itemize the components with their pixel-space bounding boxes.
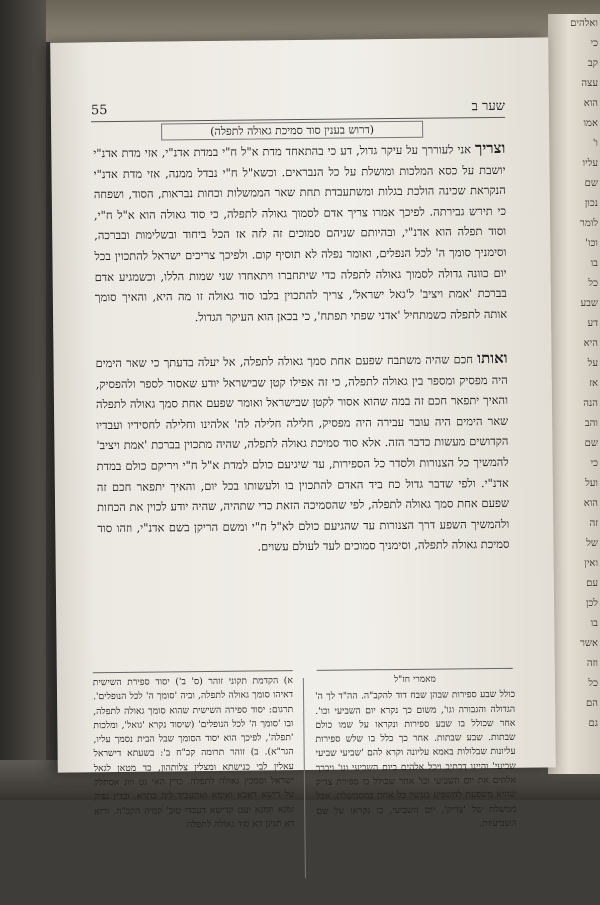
- paragraph-1-lead-word: וצריך: [474, 138, 506, 158]
- adjacent-book-line: הנה: [583, 398, 598, 409]
- paragraph-1-text: אני לעוררך על עיקר גדול, דע כי בהתאחד מדת א"ל ח"י במדת אדנ"י, אזי מדת אדנ"י יושבת על כסא המלכות ומושלת על כל הנבראים. וכשא"ל ח"י נבדל ממנה, אזי מדת אדנ"י הנקראת שכינה הולכת בגלות ומשתעבדת תחת שאר הממשלות וכחות נבראות, הסוד, ושפחה כי תירש גבירתה. לפיכך אמרו צריך אדם לסמוך גאולה לתפלה, כי סוד גאולה הוא א"ל ח"י, וסוד תפלה הוא אדנ"י, ובהיותם שניהם סמוכים זה לזה אז הכל ביחוד ובשלימות ובברכה, וסימניך סומך ה' לכל הנפלים, ואומר נפלה לא תוסיף קום. ולפיכך צריכים ישראל להתכוין בכל יום כוונה גדולה לסמוך גאולה לתפלה כדי שיתחברו ויתאחדו שני שמות הללו, וכשמגיע אדם בברכת 'אמת ויציב' ל'גאל ישראל', צריך להתכוין בלבו סוד גאולה זו מה היא, והאיך סומך אותה לתפלה כשמתחיל 'אדני שפתי תפתח', כי בכאן הוא העיקר הגדול.: [93, 142, 508, 324]
- adjacent-book-line: עצה: [581, 78, 598, 89]
- footnotes-right-column: [315, 672, 517, 884]
- footnotes-area: [93, 672, 517, 904]
- adjacent-book-line: שם: [584, 178, 598, 189]
- page-title: שער ב: [471, 98, 505, 115]
- adjacent-book-line: כי: [590, 38, 598, 49]
- paragraph-2-lead-word: ואותו: [477, 348, 508, 368]
- footnotes-right-text: כולל שבע ספירות שבהן שבח דוד להקב"ה. הה"ד לך ה' הגדולה והגבורה וגו', משום כך נקרא יום השביעי וכו'. אחר שכולל בו שבע ספירות ונקראו על שמו כולם שבתות. שבע שבתות. אחר כך כלל בו שלש ספירות עליונות שבלולות באמא עליונה וקרא להם 'שביעי שביעי שביעי' והיינו דכתיב ויכל אלהים ביום השביעי וגו' ויברך אלהים את יום השביעי וכו' אחר שכולל בו ספירת צדיק שהיא משפעת להשפיע בעשר כל אחת במסמשלת. אבל ממשלת של 'צדיק', יום השביעי, בו נקראו על שם השביעיות.: [314, 689, 517, 830]
- adjacent-book-line: היא: [583, 338, 598, 349]
- book-page: [50, 37, 556, 831]
- adjacent-book-line: אשר: [580, 638, 598, 649]
- adjacent-book-line: של: [586, 538, 598, 549]
- running-header: [91, 95, 505, 122]
- background-surface-left: [0, 0, 46, 800]
- adjacent-book-line: עם: [586, 578, 598, 589]
- adjacent-book-line: כי: [590, 458, 598, 469]
- section-subheading: (דרוש בענין סוד סמיכת גאולה לתפלה): [161, 121, 423, 141]
- footnotes-right-heading: מאמרי חז"ל: [393, 674, 436, 686]
- adjacent-book-line: ואין: [584, 558, 598, 569]
- adjacent-book-line: על: [587, 358, 598, 369]
- adjacent-book-line: אז: [589, 378, 598, 389]
- paragraph-2: [95, 348, 510, 652]
- adjacent-book-line: וכו': [585, 238, 598, 249]
- adjacent-book-line: שבע: [580, 298, 598, 309]
- adjacent-book-line: בו: [590, 618, 598, 629]
- adjacent-book-line: שם: [584, 438, 598, 449]
- footnote-separator-right: [317, 668, 513, 671]
- main-text-block: [93, 138, 510, 652]
- adjacent-book-line: אמו: [583, 118, 598, 129]
- adjacent-book-line: כל: [588, 278, 598, 289]
- adjacent-book-edge: [548, 14, 600, 774]
- footnote-separator-left: [93, 670, 293, 673]
- adjacent-book-line: לומר: [579, 218, 598, 229]
- adjacent-book-line: זה: [589, 518, 598, 529]
- adjacent-book-line: דע: [587, 318, 598, 329]
- adjacent-book-line: לכן: [585, 598, 598, 609]
- adjacent-book-line: ואלהים: [570, 18, 598, 29]
- footnotes-left-text: א) הקדמת תקוני זוהר (ס' ב') יסוד ספירת השישית דאיהו סומך גאולה לתפלה, וביה 'סומך ה' לכל הנופלים'. תרגום: יסוד ספירה השישית שהוא סומך גאולה לתפלה, ובו 'סומך ה' לכל הנופלים' (שיסוד נקרא 'גואל', ומלכות 'תפלה', לפיכך הוא יסוד הסומך שבל הבית נסמך עליו, הגר"א). ב) זוהר תרומה קכ"ח ב': בשעתא דישראל עאלין לבי כנישתא ומצלין צלותהון, כד מטאן לגאל ישראל וסמכין גאולה לתפלה. כדין האי נט זווג אסתלק על רישא דאבא ואימא ואתעביד ליה כתרא. וכדין נפיק זמנא וזמנא ועם קדישא דעבדי טוב' קמיה הקב"ה. ורזא דא תנינן דא סוד גאולה לתפלה: [92, 675, 295, 831]
- adjacent-book-line: בו: [590, 258, 598, 269]
- adjacent-book-line: והב: [584, 418, 598, 429]
- page-number: 55: [90, 102, 108, 118]
- adjacent-book-line: הם: [586, 698, 598, 709]
- adjacent-book-line: ו': [592, 138, 598, 149]
- paragraph-1: [93, 138, 507, 338]
- column-divider: [303, 678, 306, 878]
- adjacent-book-line: ועל: [585, 478, 598, 489]
- adjacent-book-line: קב: [587, 58, 598, 69]
- background-surface-top: [0, 0, 600, 42]
- adjacent-book-line: נכון: [584, 198, 598, 209]
- footnotes-left-column: [93, 674, 295, 886]
- adjacent-book-line: הוא: [583, 98, 598, 109]
- adjacent-book-line: גם: [588, 718, 598, 729]
- adjacent-book-line: וזה: [586, 658, 598, 669]
- adjacent-book-line: הוא: [583, 498, 598, 509]
- adjacent-book-line: כל: [588, 678, 598, 689]
- adjacent-book-line: עליו: [582, 158, 598, 169]
- paragraph-2-text: חכם שהיה משתבח שפעם אחת סמך גאולה לתפלה, אל יעלה בדעתך כי שאר הימים היה מפסיק ומספר בין גאולה לתפלה, כי זה אפילו קטן שבישראל יודע שאסור לספר ולהפסיק, והאיך יתפאר חכם זה במה שהוא אסור לקטן שבישראל ואומר שפעם אחת סמך גאולה לתפלה שאר הימים היה עובר עבירה היה מפסיק, חלילה חלילה לה' אלהינו וחלילה לחסידיו ועבדיו הקדושים מעשות כדבר הזה. אלא סוד סמיכת גאולה לתפלה, שהיה מתכוין בברכת 'אמת ויציב' להמשיך כל הצנורות ולסדר כל הספירות, עד שיגיעם כולם למדת א"ל ח"י ויריקם כולם במדת אדנ"י. ולפי שדבר גדול כח ביד האדם להתכוין בו ולעשותו בכל יום, והאיך יתפאר חכם זה שפעם אחת סמך גאולה לתפלה, לפי שהסמיכה הזאת כדי שתהיה, שהיה יודע לכוין את הכחות ולהמשיך השפע דרך הצנורות עד שהגיעם כולם לא"ל ח"י ומשם הריקן בשם אדנ"י, וזהו סוד סמיכת גאולה לתפלה, וסימניך סמוכים לעד לעולם עשוים.: [95, 352, 510, 554]
